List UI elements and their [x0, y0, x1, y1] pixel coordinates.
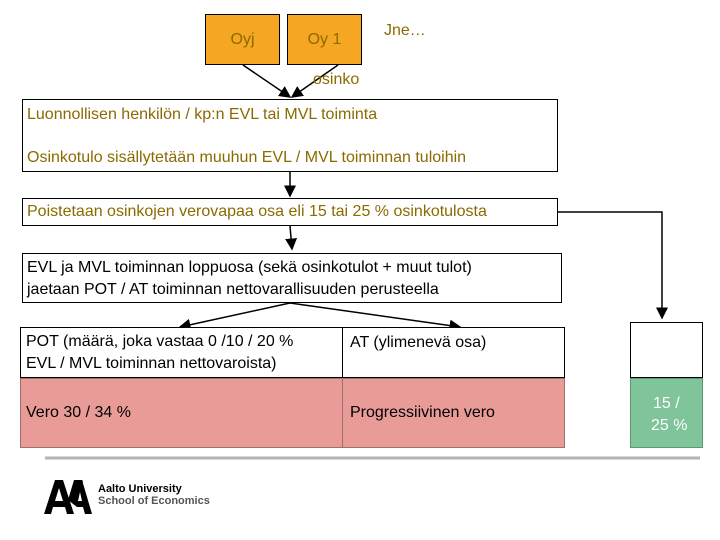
oy1-box [287, 14, 362, 65]
pot-cell [20, 327, 343, 378]
pot-line1: POT (määrä, joka vastaa 0 /10 / 20 % [26, 333, 294, 350]
side-line2: 25 % [651, 417, 688, 434]
at-tax-cell [342, 378, 565, 448]
oyj-label: Oyj [230, 30, 255, 48]
activity-line1: Luonnollisen henkilön / kp:n EVL tai MVL toiminta [27, 106, 378, 123]
pot-line2: EVL / MVL toiminnan nettovaroista) [26, 355, 277, 372]
allocation-line2: jaetaan POT / AT toiminnan nettovarallisuuden perusteella [27, 281, 439, 298]
at-cell [342, 327, 565, 378]
pot-tax-cell [20, 378, 343, 448]
at-tax-label: Progressiivinen vero [350, 404, 495, 421]
oyj-box [205, 14, 280, 65]
svg-text:!: ! [80, 480, 84, 492]
aalto-logo-icon [44, 480, 92, 514]
etc-label: Jne… [384, 22, 426, 39]
arrow-to-pot [180, 303, 290, 327]
arrow-box2-box3 [290, 226, 292, 249]
at-label: AT (ylimenevä osa) [350, 334, 487, 351]
deduction-box [22, 198, 558, 226]
arrow-oyj [243, 65, 290, 97]
arrow-to-side [558, 212, 662, 318]
oy1-label: Oy 1 [307, 30, 342, 48]
allocation-line1: EVL ja MVL toiminnan loppuosa (sekä osinkotulot + muut tulot) [27, 259, 472, 276]
side-green-box [630, 378, 703, 448]
deduction-text: Poistetaan osinkojen verovapaa osa eli 15 tai 25 % osinkotulosta [27, 203, 487, 220]
arrow-to-at [290, 303, 460, 327]
dividend-label: osinko [313, 71, 360, 88]
logo-line1: Aalto University [98, 483, 182, 495]
pot-tax-label: Vero 30 / 34 % [26, 404, 131, 421]
activity-line2: Osinkotulo sisällytetään muuhun EVL / MVL toiminnan tuloihin [27, 149, 467, 166]
activity-box [22, 99, 558, 172]
side-line1: 15 / [653, 395, 680, 412]
logo-line2: School of Economics [98, 495, 210, 507]
allocation-box [22, 253, 562, 303]
side-empty-box [630, 322, 703, 378]
